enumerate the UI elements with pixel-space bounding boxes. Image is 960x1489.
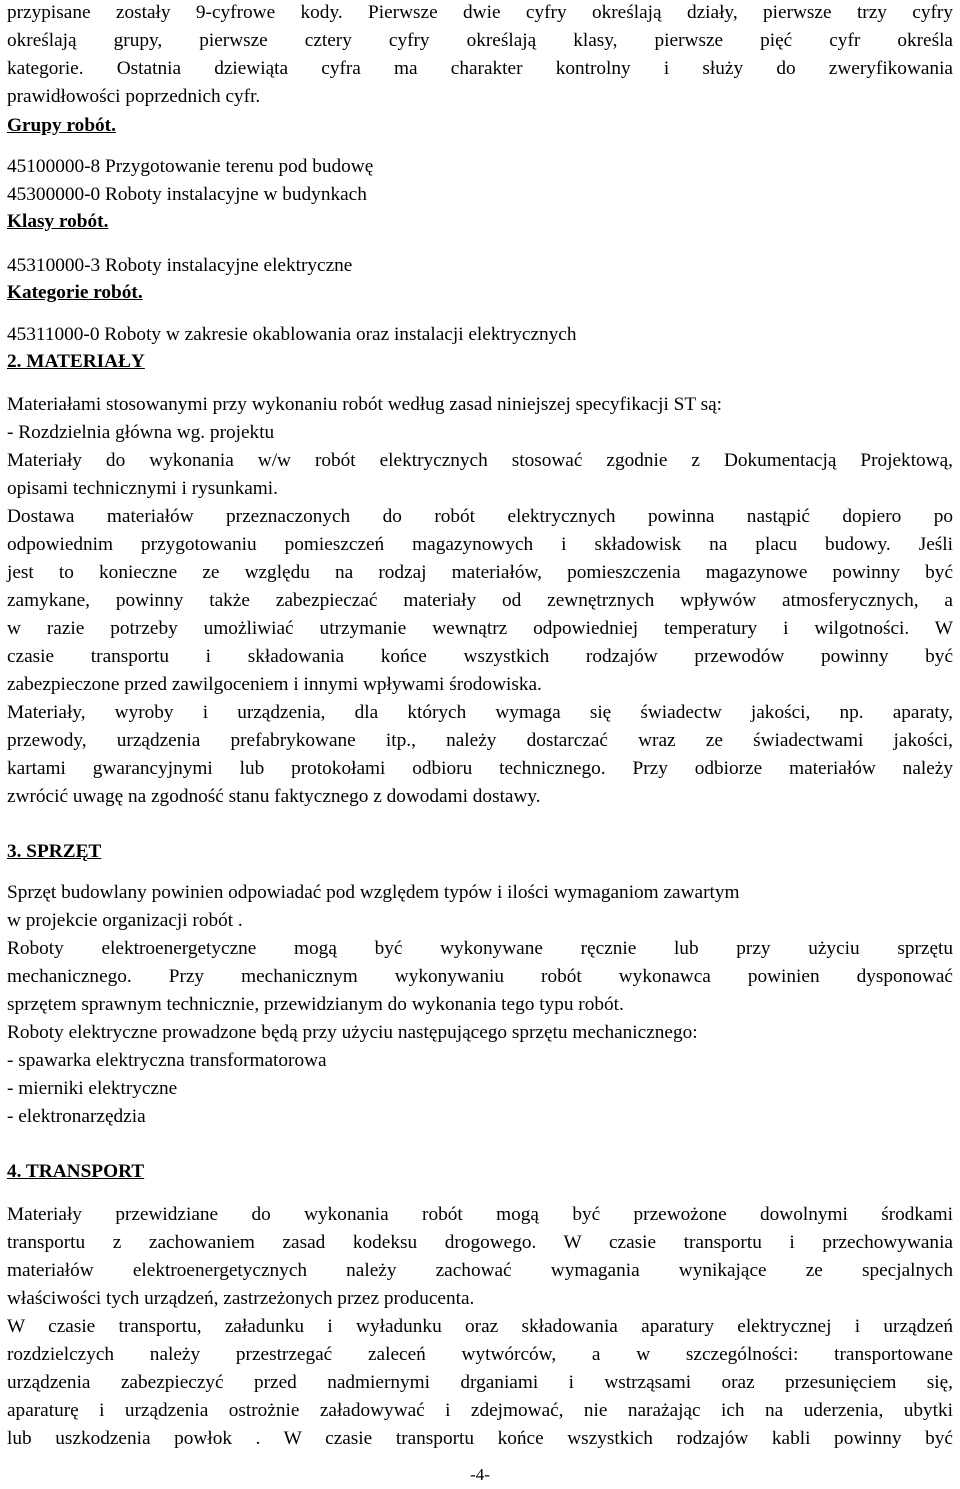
- section-heading-transport: 4. TRANSPORT: [7, 1161, 145, 1182]
- text-line: urządzenia zabezpieczyć przed nadmiernymi drganiami i wstrząsami oraz przesunięciem się,: [7, 1372, 953, 1393]
- kategorie-heading: Kategorie robót.: [7, 282, 143, 303]
- list-item: - elektronarzędzia: [7, 1106, 146, 1127]
- text-line: Materiały, wyroby i urządzenia, dla których wymaga się świadectw jakości, np. aparaty,: [7, 702, 953, 723]
- text-line: transportu z zachowaniem zasad kodeksu drogowego. W czasie transportu i przechowywania: [7, 1232, 953, 1253]
- page-number: -4-: [470, 1465, 490, 1484]
- text-line: przewody, urządzenia prefabrykowane itp., należy dostarczać wraz ze świadectwami jakości,: [7, 730, 953, 751]
- list-item: - spawarka elektryczna transformatorowa: [7, 1050, 327, 1071]
- text-line: odpowiednim przygotowaniu pomieszczeń magazynowych i składowisk na placu budowy. Jeśli: [7, 534, 953, 555]
- text-line: zwrócić uwagę na zgodność stanu faktycznego z dowodami dostawy.: [7, 786, 541, 807]
- text-line: Roboty elektryczne prowadzone będą przy użyciu następującego sprzętu mechanicznego:: [7, 1022, 698, 1043]
- text-line: Roboty elektroenergetyczne mogą być wykonywane ręcznie lub przy użyciu sprzętu: [7, 938, 953, 959]
- kategorie-item: 45311000-0 Roboty w zakresie okablowania oraz instalacji elektrycznych: [7, 324, 577, 345]
- text-line: jest to konieczne ze względu na rodzaj materiałów, pomieszczenia magazynowe powinny być: [7, 562, 953, 583]
- grupy-heading: Grupy robót.: [7, 115, 116, 136]
- text-line: Materiały do wykonania w/w robót elektrycznych stosować zgodnie z Dokumentacją Projektową,: [7, 450, 953, 471]
- klasy-item: 45310000-3 Roboty instalacyjne elektryczne: [7, 255, 353, 276]
- text-line: opisami technicznymi i rysunkami.: [7, 478, 278, 499]
- intro-line-3: kategorie. Ostatnia dziewiąta cyfra ma charakter kontrolny i służy do zweryfikowania: [7, 58, 953, 79]
- text-line: rozdzielczych należy przestrzegać zaleceń wytwórców, a w szczególności: transportowane: [7, 1344, 953, 1365]
- text-line: lub uszkodzenia powłok . W czasie transportu końce wszystkich rodzajów kabli powinny być: [7, 1428, 953, 1449]
- text-line: Dostawa materiałów przeznaczonych do robót elektrycznych powinna nastąpić dopiero po: [7, 506, 953, 527]
- text-line: mechanicznego. Przy mechanicznym wykonywaniu robót wykonawca powinien dysponować: [7, 966, 953, 987]
- text-line: Materiały przewidziane do wykonania robót mogą być przewożone dowolnymi środkami: [7, 1204, 953, 1225]
- text-line: czasie transportu i składowania końce wszystkich rodzajów przewodów powinny być: [7, 646, 953, 667]
- text-line: w projekcie organizacji robót .: [7, 910, 243, 931]
- intro-line-1: przypisane zostały 9-cyfrowe kody. Pierwsze dwie cyfry określają działy, pierwsze trzy cyfry: [7, 2, 953, 23]
- text-line: - Rozdzielnia główna wg. projektu: [7, 422, 275, 443]
- grupy-item: 45100000-8 Przygotowanie terenu pod budowę: [7, 156, 374, 177]
- grupy-item: 45300000-0 Roboty instalacyjne w budynkach: [7, 184, 367, 205]
- intro-line-4: prawidłowości poprzednich cyfr.: [7, 86, 261, 107]
- text-line: właściwości tych urządzeń, zastrzeżonych przez producenta.: [7, 1288, 475, 1309]
- text-line: W czasie transportu, załadunku i wyładunku oraz składowania aparatury elektrycznej i urządzeń: [7, 1316, 953, 1337]
- text-line: w razie potrzeby umożliwiać utrzymanie wewnątrz odpowiedniej temperatury i wilgotności. W: [7, 618, 953, 639]
- section-heading-materialy: 2. MATERIAŁY: [7, 351, 145, 372]
- text-line: aparaturę i urządzenia ostrożnie załadowywać i zdejmować, nie narażając ich na uderzenia, ubytki: [7, 1400, 953, 1421]
- text-line: sprzętem sprawnym technicznie, przewidzianym do wykonania tego typu robót.: [7, 994, 624, 1015]
- section-heading-sprzet: 3. SPRZĘT: [7, 841, 102, 862]
- list-item: - mierniki elektryczne: [7, 1078, 178, 1099]
- text-line: zamykane, powinny także zabezpieczać materiały od zewnętrznych wpływów atmosferycznych, a: [7, 590, 953, 611]
- text-line: zabezpieczone przed zawilgoceniem i innymi wpływami środowiska.: [7, 674, 542, 695]
- text-line: materiałów elektroenergetycznych należy zachować wymagania wynikające ze specjalnych: [7, 1260, 953, 1281]
- intro-line-2: określają grupy, pierwsze cztery cyfry określają klasy, pierwsze pięć cyfr określa: [7, 30, 953, 51]
- klasy-heading: Klasy robót.: [7, 211, 109, 232]
- text-line: Sprzęt budowlany powinien odpowiadać pod względem typów i ilości wymaganiom zawartym: [7, 882, 740, 903]
- text-line: Materiałami stosowanymi przy wykonaniu robót według zasad niniejszej specyfikacji ST są:: [7, 394, 723, 415]
- text-line: kartami gwarancyjnymi lub protokołami odbioru technicznego. Przy odbiorze materiałów należy: [7, 758, 953, 779]
